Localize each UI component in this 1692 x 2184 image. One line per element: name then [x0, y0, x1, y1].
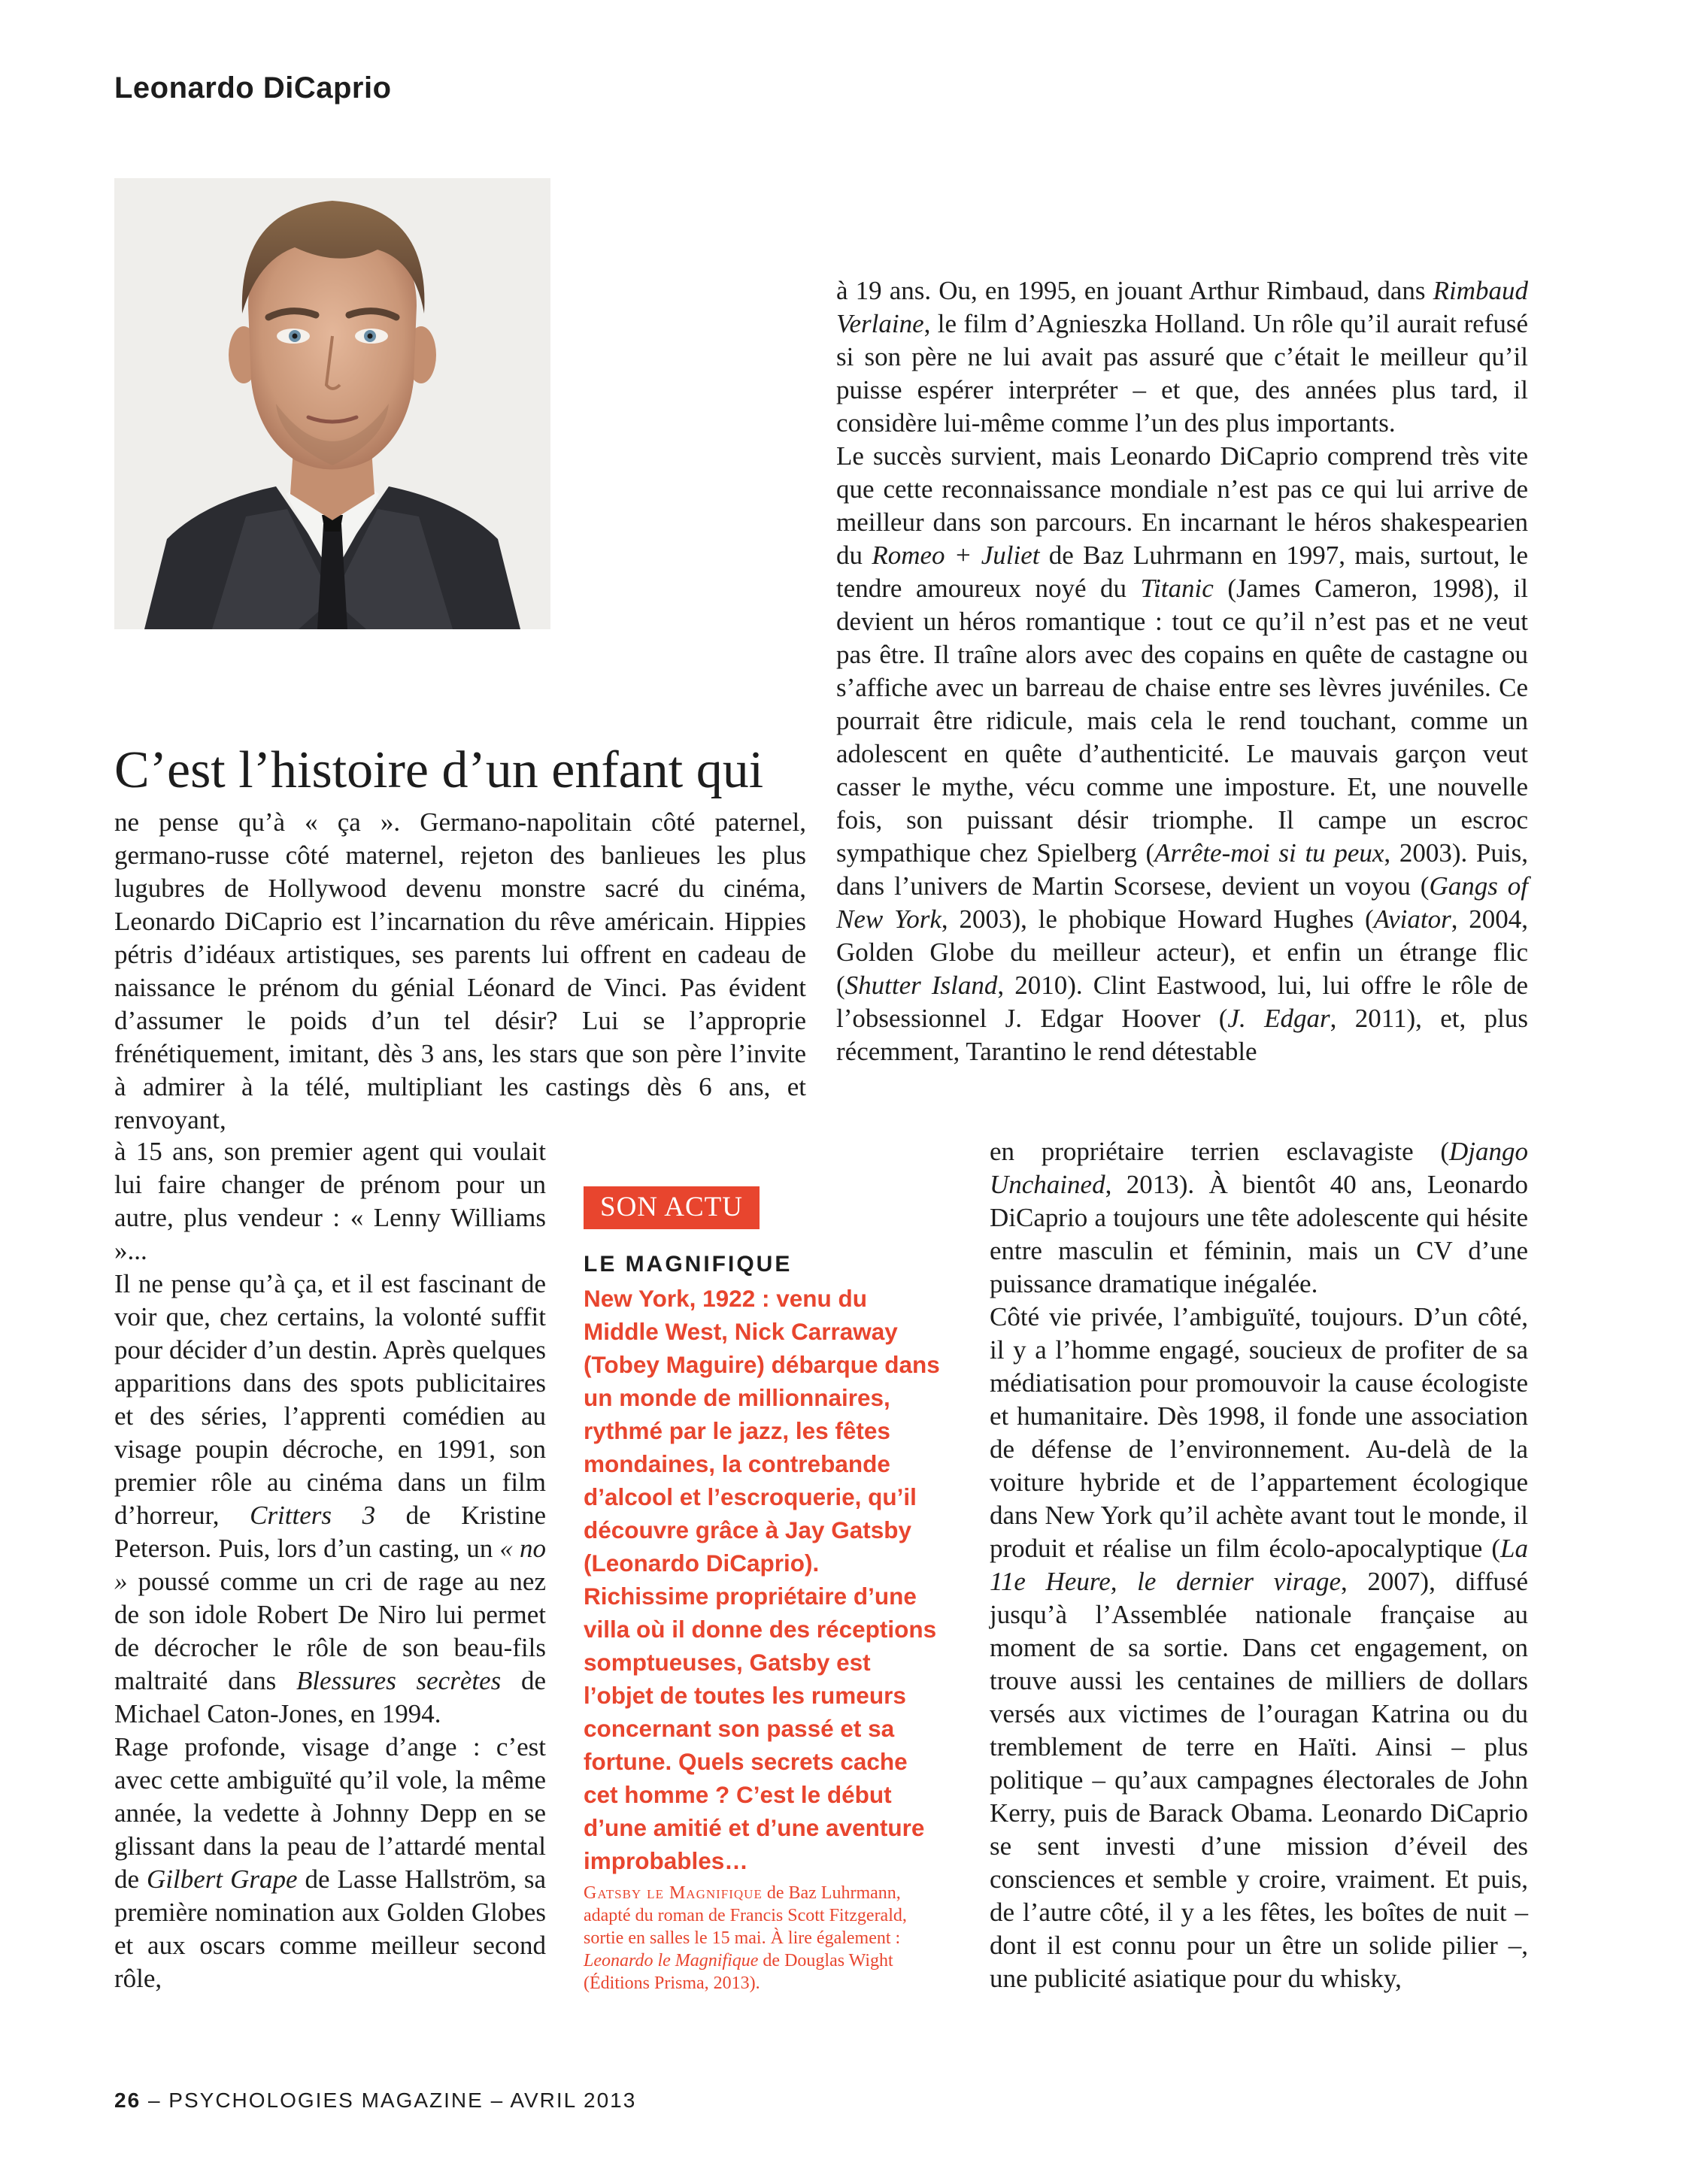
- portrait-photo: [114, 178, 550, 629]
- paragraph: à 15 ans, son premier agent qui voulait lui faire changer de prénom pour un autre, plus vendeur : « Lenny Williams »...: [114, 1137, 546, 1265]
- son-actu-sidebar: [584, 1186, 945, 1995]
- publication-name: – PSYCHOLOGIES MAGAZINE –: [147, 2089, 505, 2112]
- page-number: 26: [114, 2089, 141, 2112]
- body-column-1-top: [114, 806, 806, 1137]
- body-column-1-bottom: [114, 1135, 546, 1995]
- section-header: Leonardo DiCaprio: [114, 71, 392, 105]
- issue-date: AVRIL 2013: [510, 2089, 637, 2112]
- body-column-2-top: [836, 274, 1528, 1068]
- paragraph: à 19 ans. Ou, en 1995, en jouant Arthur Rimbaud, dans Rimbaud Verlaine, le film d’Agnieszka Holland. Un rôle qu’il aurait refusé si son père ne lui avait pas assuré que c’était le meilleur qu’il puisse espérer interpréter – et que, des années plus tard, il considère lui-même comme l’un des plus importants.: [836, 276, 1529, 438]
- paragraph: Rage profonde, visage d’ange : c’est avec cette ambiguïté qu’il vole, la même année, la vedette à Johnny Depp en se glissant dans la peau de l’attardé mental de Gilbert Grape de Lasse Hallström, sa première nomination aux Golden Globes et aux oscars comme meilleur second rôle,: [114, 1732, 546, 1993]
- son-actu-badge: SON ACTU: [584, 1186, 760, 1229]
- page-footer: [114, 2089, 636, 2113]
- sidebar-title: LE MAGNIFIQUE: [584, 1252, 793, 1277]
- article-headline: C’est l’histoire d’un enfant qui: [114, 741, 764, 799]
- sidebar-body: New York, 1922 : venu du Middle West, Nick Carraway (Tobey Maguire) débarque dans un monde de millionnaires, rythmé par le jazz, les fêtes mondaines, la contrebande d’alcool et l’escroquerie, qu’il découvre grâce à Jay Gatsby (Leonardo DiCaprio). Richissime propriétaire d’une villa où il donne des réceptions somptueuses, Gatsby est l’objet de toutes les rumeurs concernant son passé et sa fortune. Quels secrets cache cet homme ? C’est le début d’une amitié et d’une aventure improbables…: [584, 1285, 940, 1874]
- paragraph: Côté vie privée, l’ambiguïté, toujours. D’un côté, il y a l’homme engagé, soucieux de profiter de sa médiatisation pour promouvoir la cause écologiste et humanitaire. Dès 1998, il fonde une association de défense de l’environnement. Au-delà de la voiture hybride et de l’appartement écologique dans New York qu’il achète avant tout le monde, il produit et réalise un film écolo-apocalyptique (La 11e Heure, le dernier virage, 2007), diffusé jusqu’à l’Assemblée nationale française au moment de sa sortie. Dans cet engagement, on trouve aussi les centaines de milliers de dollars versés aux victimes de l’ouragan Katrina ou du tremblement de terre en Haïti. Ainsi – plus politique – qu’aux campagnes électorales de John Kerry, puis de Barack Obama. Leonardo DiCaprio se sent investi d’une mission d’éveil des consciences et semble y croire, vraiment. Et puis, de l’autre côté, il y a les fêtes, les boîtes de nuit – dont il est connu pour un être un solide pilier –, une publicité asiatique pour du whisky,: [990, 1302, 1528, 1993]
- body-column-2-bottom: [990, 1135, 1528, 1995]
- sidebar-credit: Gatsby le Magnifique de Baz Luhrmann, adapté du roman de Francis Scott Fitzgerald, sortie en salles le 15 mai. À lire également : Leonardo le Magnifique de Douglas Wight (Éditions Prisma, 2013).: [584, 1883, 907, 1993]
- paragraph: Il ne pense qu’à ça, et il est fascinant de voir que, chez certains, la volonté suffit pour décider d’un destin. Après quelques apparitions dans des spots publicitaires et des séries, l’apprenti comédien au visage poupin décroche, en 1991, son premier rôle au cinéma dans un film d’horreur, Critters 3 de Kristine Peterson. Puis, lors d’un casting, un « no » poussé comme un cri de rage au nez de son idole Robert De Niro lui permet de décrocher le rôle de son beau-fils maltraité dans Blessures secrètes de Michael Caton-Jones, en 1994.: [114, 1269, 547, 1728]
- paragraph: en propriétaire terrien esclavagiste (Django Unchained, 2013). À bientôt 40 ans, Leonardo DiCaprio a toujours une tête adolescente qui hésite entre masculin et féminin, mais un CV d’une puissance dramatique inégalée.: [990, 1137, 1528, 1298]
- paragraph: ne pense qu’à « ça ». Germano-napolitain côté paternel, germano-russe côté maternel, rejeton des banlieues les plus lugubres de Hollywood devenu monstre sacré du cinéma, Leonardo DiCaprio est l’incarnation du rêve américain. Hippies pétris d’idéaux artistiques, ses parents lui offrent en cadeau de naissance le prénom du génial Léonard de Vinci. Pas évident d’assumer le poids d’un tel désir? Lui se l’approprie frénétiquement, imitant, dès 3 ans, les stars que son père l’invite à admirer à la télé, multipliant les castings dès 6 ans, et renvoyant,: [114, 807, 806, 1134]
- paragraph: Le succès survient, mais Leonardo DiCaprio comprend très vite que cette reconnaissance mondiale n’est pas ce qui lui arrive de meilleur dans son parcours. En incarnant le héros shakespearien du Romeo + Juliet de Baz Luhrmann en 1997, mais, surtout, le tendre amoureux noyé du Titanic (James Cameron, 1998), il devient un héros romantique : tout ce qu’il n’est pas et ne veut pas être. Il traîne alors avec des copains en quête de castagne ou s’affiche avec un barreau de chaise entre ses lèvres juvéniles. Ce pourrait être ridicule, mais cela le rend touchant, comme un adolescent en quête d’authenticité. Le mauvais garçon veut casser le mythe, vécu comme une imposture. Et, une nouvelle fois, son puissant désir triomphe. Il campe un escroc sympathique chez Spielberg (Arrête-moi si tu peux, 2003). Puis, dans l’univers de Martin Scorsese, devient un voyou (Gangs of New York, 2003), le phobique Howard Hughes (Aviator, 2004, Golden Globe du meilleur acteur), et enfin un étrange flic (Shutter Island, 2010). Clint Eastwood, lui, lui offre le rôle de l’obsessionnel J. Edgar Hoover (J. Edgar, 2011), et, plus récemment, Tarantino le rend détestable: [836, 441, 1529, 1066]
- portrait-illustration: [114, 178, 550, 629]
